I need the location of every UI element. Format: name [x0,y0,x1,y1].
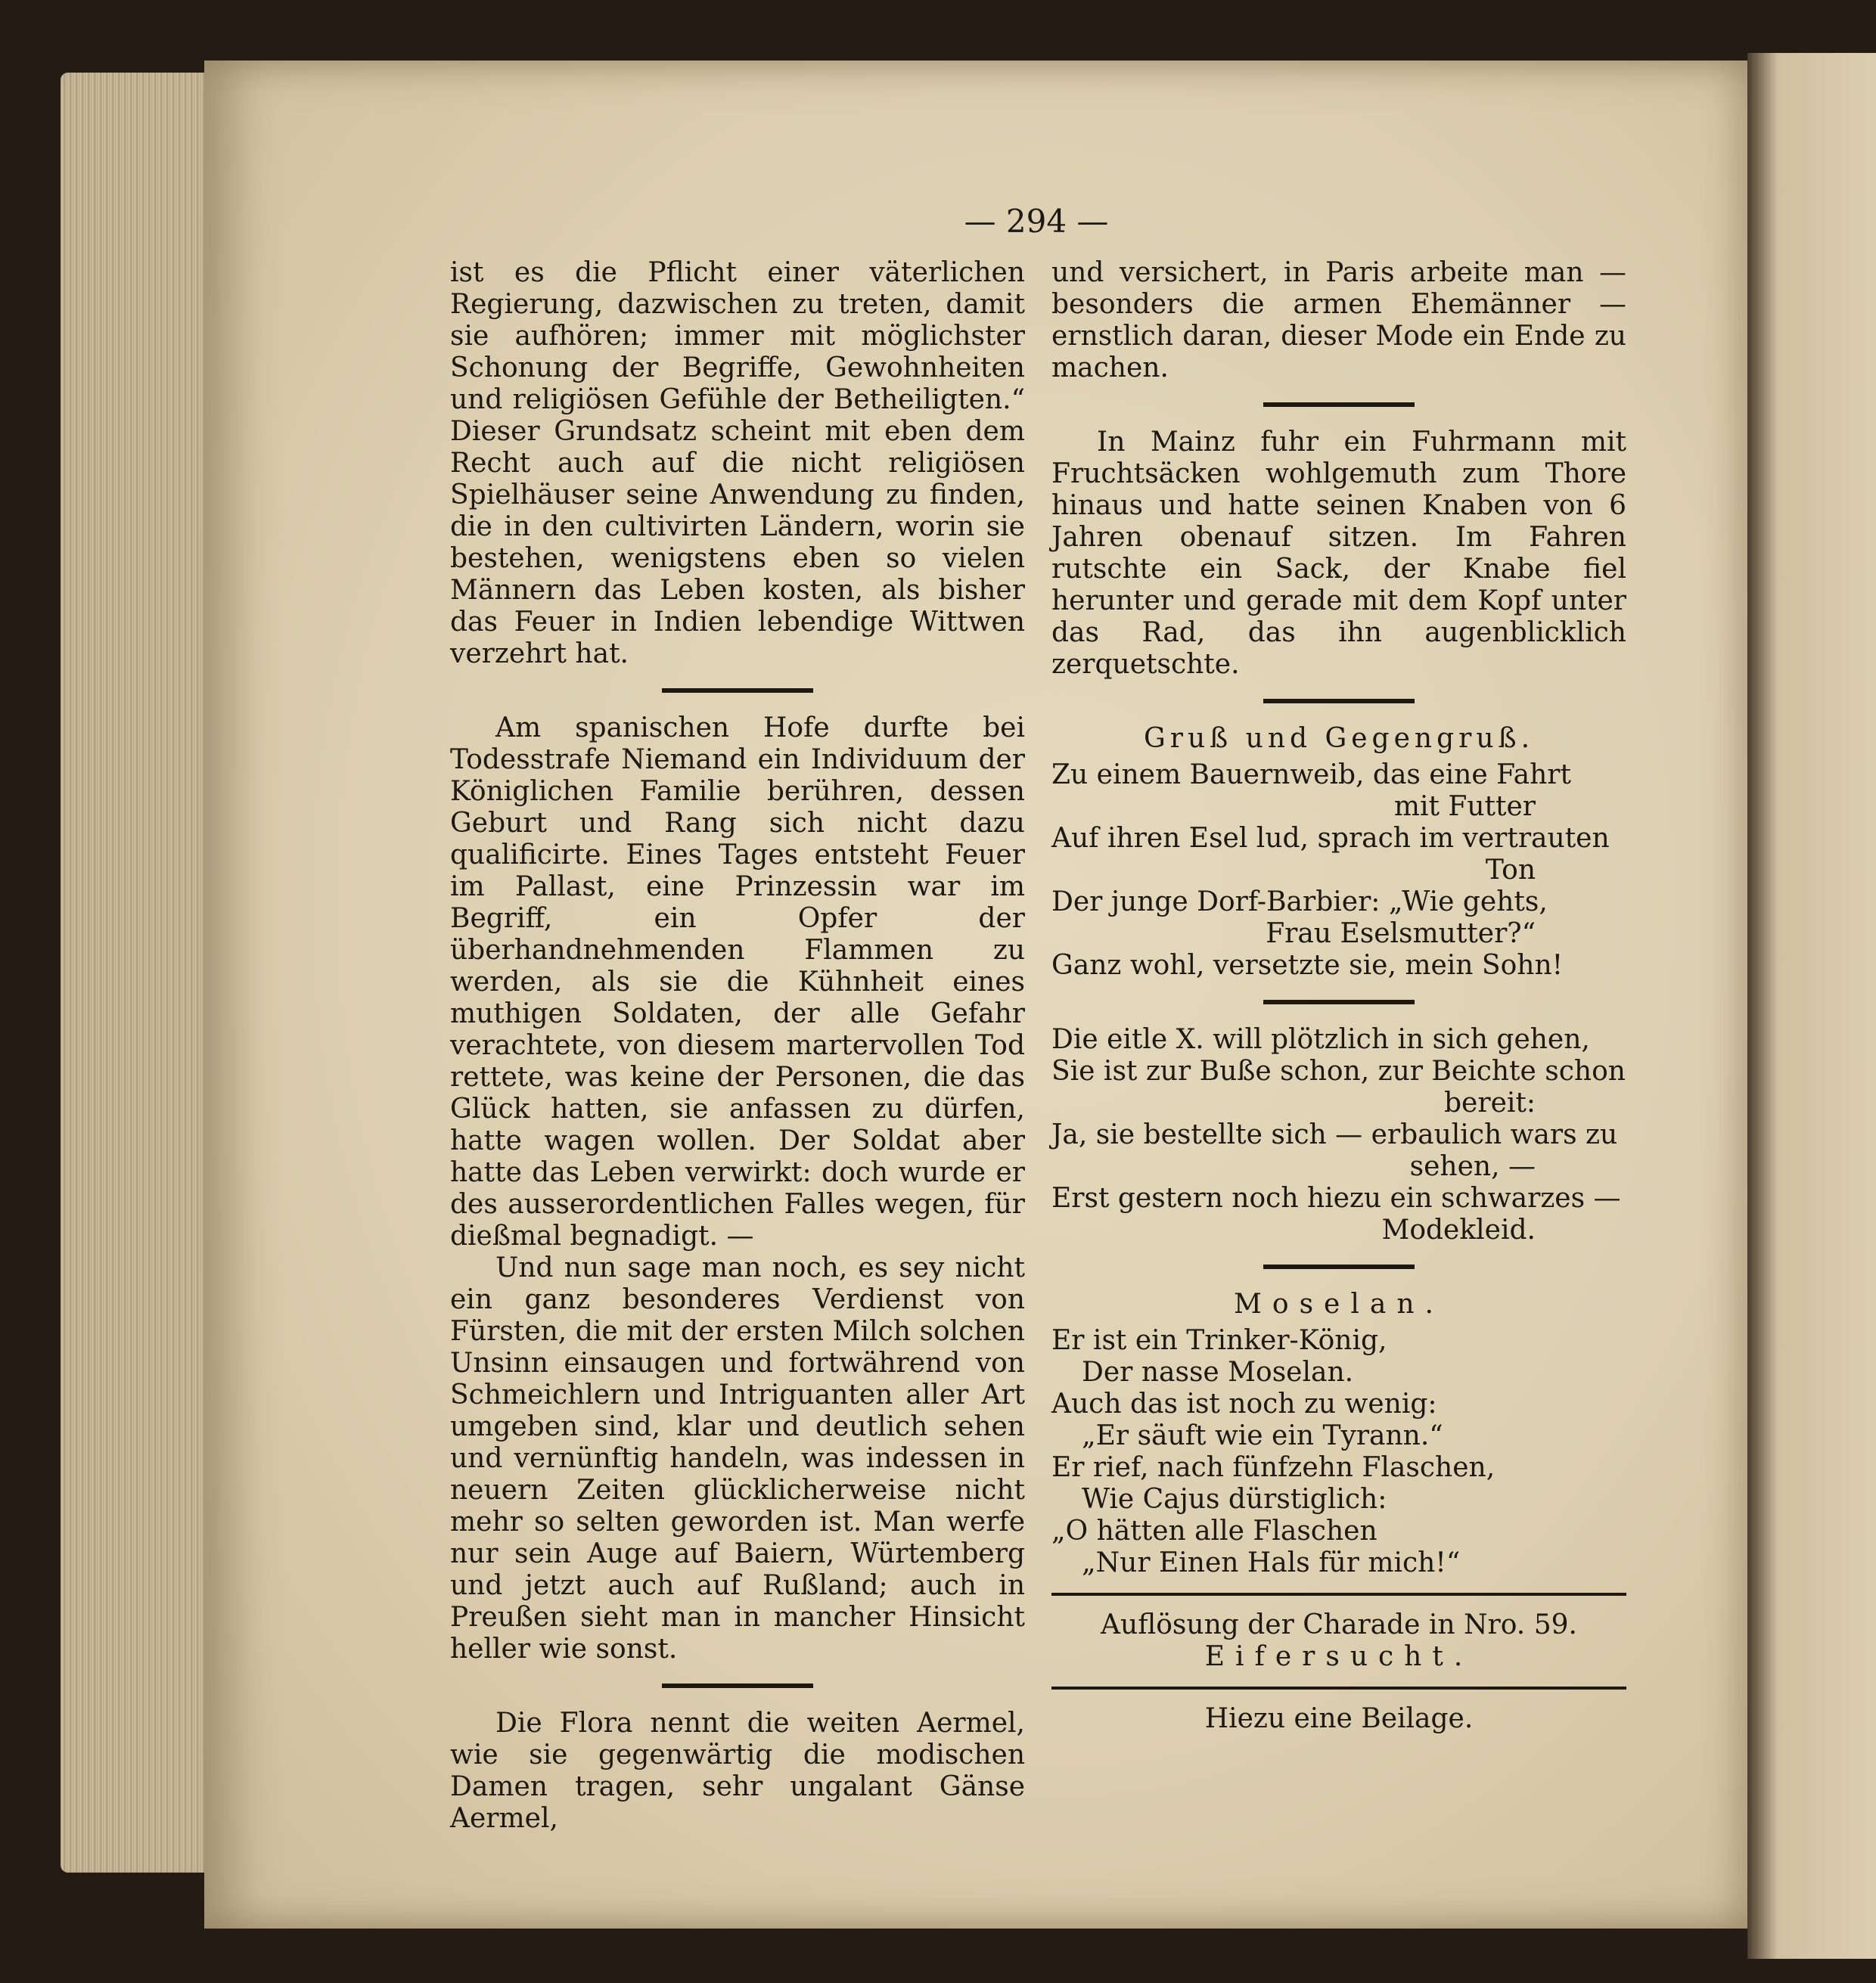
verse-line: Zu einem Bauernweib, das eine Fahrt [1051,759,1571,790]
section-divider [662,1684,813,1688]
poem-eitle [1051,1024,1626,1246]
verse-line: „O hätten alle Flaschen [1051,1516,1377,1547]
section-divider [1051,1687,1626,1690]
left-paragraph-1: ist es die Pflicht einer väterlichen Regierung, dazwischen zu treten, damit sie aufhören; immer mit möglichster Schonung der Begriffe, Gewohnheiten und religiösen Gefühle der Betheiligten.“ Dieser Grundsatz scheint mit eben dem Recht auch auf die nicht religiösen Spielhäuser seine Anwendung zu finden, die in den cultivirten Ländern, worin sie bestehen, wenigstens eben so vielen Männern das Leben kosten, als bisher das Feuer in Indien lebendige Wittwen verzehrt hat. [450,257,1025,669]
page-number: — 294 — [964,203,1109,240]
verse-line: „Nur Einen Hals für mich!“ [1082,1547,1461,1578]
section-divider [1051,1593,1626,1596]
verse-line: Auch das ist noch zu wenig: [1051,1389,1437,1420]
left-paragraph-4: Die Flora nennt die weiten Aermel, wie sie gegenwärtig die modischen Damen tragen, sehr ungalant Gänse Aermel, [450,1708,1025,1834]
verse-line: Der nasse Moselan. [1082,1357,1354,1388]
section-divider [1263,402,1415,407]
left-paragraph-2: Am spanischen Hofe durfte bei Todesstrafe Niemand ein Individuum der Königlichen Familie berühren, dessen Geburt und Rang sich nicht dazu qualificirte. Eines Tages entsteht Feuer im Pallast, eine Prinzessin war im Begriff, ein Opfer der überhandnehmenden Flammen zu werden, als sie die Kühnheit eines muthigen Soldaten, der alle Gefahr verachtete, von diesem martervollen Tod rettete, was keine der Personen, die das Glück hatten, sie anfassen zu dürfen, hatte wagen wollen. Der Soldat aber hatte das Leben verwirkt: doch wurde er des ausserordentlichen Falles wegen, für dießmal begnadigt. — [450,712,1025,1252]
verse-line: „Er säuft wie ein Tyrann.“ [1082,1420,1443,1451]
verse-line: Auf ihren Esel lud, sprach im vertrauten [1051,823,1610,854]
verse-line: Modekleid. [1381,1215,1536,1246]
poem-moselan [1051,1325,1626,1579]
verse-line: sehen, — [1409,1151,1536,1182]
verse-line: Frau Eselsmutter?“ [1266,918,1536,949]
charade-solution-word: Eifersucht. [1204,1641,1474,1672]
verse-line: Ton [1485,855,1536,886]
left-paragraph-3: Und nun sage man noch, es sey nicht ein ganz besonderes Verdienst von Fürsten, die mit der ersten Milch solchen Unsinn einsaugen und fortwährend von Schmeichlern und Intriguanten aller Art umgeben sind, klar und deutlich sehen und vernünftig handeln, was indessen in neuern Zeiten glücklicherweise nicht mehr so selten geworden ist. Man werfe nur sein Auge auf Baiern, Würtemberg und jetzt auch auf Rußland; auch in Preußen sieht man in mancher Hinsicht heller wie sonst. [450,1252,1025,1665]
charade-solution-label: Auflösung der Charade in Nro. 59. [1101,1609,1577,1640]
book-page-edges [61,73,212,1873]
verse-line: Er ist ein Trinker-König, [1051,1325,1387,1356]
poem-title-gruss: Gruß und Gegengruß. [1143,723,1535,754]
verse-line: Wie Cajus dürstiglich: [1082,1484,1387,1515]
verse-line: Sie ist zur Buße schon, zur Beichte schon [1051,1056,1626,1087]
section-divider [662,688,813,693]
poem-title-moselan: Moselan. [1234,1289,1444,1320]
section-divider [1263,1265,1415,1269]
verse-line: Erst gestern noch hiezu ein schwarzes — [1051,1183,1621,1214]
right-paragraph-2: In Mainz fuhr ein Fuhrmann mit Fruchtsäcken wohlgemuth zum Thore hinaus und hatte seinen Knaben von 6 Jahren obenauf sitzen. Im Fahren rutschte ein Sack, der Knabe fiel herunter und gerade mit dem Kopf unter das Rad, das ihn augenblicklich zerquetschte. [1051,427,1626,680]
verse-line: mit Futter [1393,791,1536,822]
supplement-note: Hiezu eine Beilage. [1204,1703,1474,1734]
left-column [450,257,1025,1835]
next-page-edge [1747,53,1876,1959]
verse-line: Der junge Dorf-Barbier: „Wie gehts, [1051,886,1548,917]
verse-line: Er rief, nach fünfzehn Flaschen, [1051,1452,1496,1483]
right-column [1051,257,1626,1735]
section-divider [1263,1000,1415,1004]
verse-line: Ja, sie bestellte sich — erbaulich wars zu [1051,1119,1618,1150]
poem-gruss [1051,759,1626,982]
verse-line: Die eitle X. will plötzlich in sich gehen, [1051,1024,1590,1055]
verse-line: bereit: [1444,1088,1536,1119]
right-paragraph-1: und versichert, in Paris arbeite man — besonders die armen Ehemänner — ernstlich daran, dieser Mode ein Ende zu machen. [1051,257,1626,383]
verse-line: Ganz wohl, versetzte sie, mein Sohn! [1051,950,1564,981]
section-divider [1263,699,1415,703]
